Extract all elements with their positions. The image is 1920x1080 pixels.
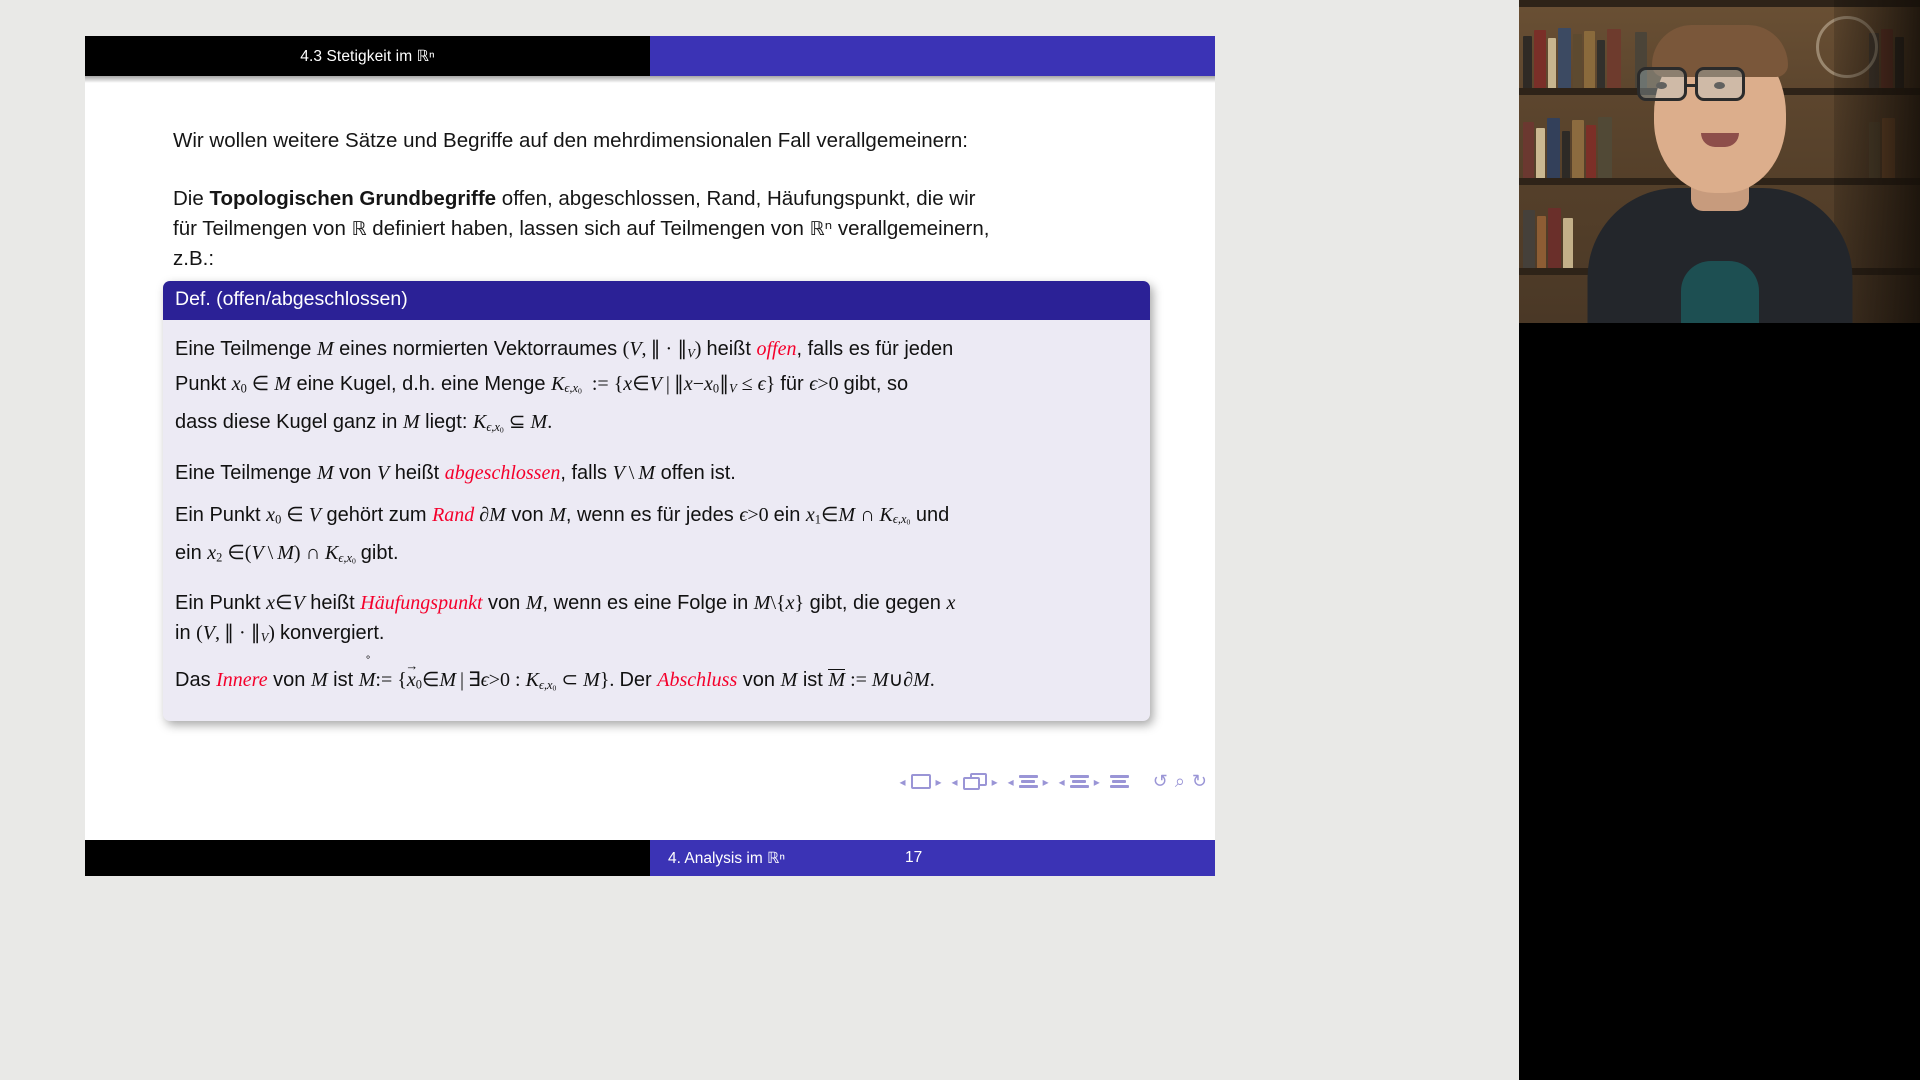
nav-subsection-group[interactable] (952, 773, 998, 790)
definition-paragraph-offen: Eine Teilmenge M eines normierten Vektorraumes (V, ∥ · $\parallel_V$) heißt offen, falls es für jeden Punkt $x_0$ ∈ M eine Kugel, d.h. eine Menge $K_{\epsilon,x_0}$ := {x∈V | $\parallel x-x_0\parallel_V \le \epsilon$} für ϵ>0 gibt, so dass diese Kugel ganz in M liegt: $K_{\epsilon,x_0}$ ⊆ M. (175, 338, 954, 435)
topo-rest-b-post: verallgemeinern, (832, 217, 990, 240)
book (1584, 31, 1595, 88)
definition-paragraph-haeufungspunkt: Ein Punkt x∈V heißt Häufungspunkt von M, wenn es eine Folge in M\{x} gibt, die gegen x in (V, ∥ · $\parallel_V$) konvergiert. (175, 592, 956, 646)
emphasis-innere: Innere (216, 669, 268, 692)
book (1523, 210, 1535, 268)
footer-black-panel (85, 840, 650, 876)
definition-paragraph-rand: Ein Punkt $x_0$ ∈ V gehört zum Rand ∂M von M, wenn es für jedes ϵ>0 ein $x_1\in M$ ∩ $K_{\epsilon,x_0}$ und ein $x_2$ ∈(V \ M) ∩ $K_{\epsilon,x_0}$ gibt. (175, 503, 950, 566)
prev-section-arrow-icon[interactable]: ◂ (1007, 774, 1014, 789)
document-root-icon[interactable] (1110, 775, 1129, 788)
webcam-video (1519, 0, 1920, 323)
topo-rest-a: offen, abgeschlossen, Rand, Häufungspunkt, die wir (496, 187, 976, 210)
book (1537, 216, 1546, 268)
header-black-panel (85, 36, 650, 76)
nav-document-group[interactable] (1059, 775, 1100, 789)
book (1597, 40, 1605, 88)
emphasis-abgeschlossen: abgeschlossen (444, 461, 561, 484)
book (1573, 34, 1582, 88)
definition-body (163, 320, 1150, 721)
emphasis-rand: Rand (432, 503, 475, 526)
nav-utility-icons[interactable] (1153, 771, 1207, 792)
document-bars-icon[interactable] (1070, 775, 1089, 788)
book (1623, 36, 1633, 88)
book (1536, 128, 1545, 178)
back-icon[interactable]: ↺ (1152, 771, 1168, 791)
beamer-navigation-bar[interactable] (899, 771, 1207, 792)
header-shadow (85, 76, 1215, 83)
next-document-arrow-icon[interactable]: ▸ (1093, 774, 1100, 789)
book (1534, 30, 1546, 88)
definition-block (163, 281, 1150, 721)
definition-title-bar: Def. (offen/abgeschlossen) (163, 281, 1150, 320)
nav-section-group[interactable] (1008, 775, 1049, 789)
topo-rest-c: z.B.: (173, 247, 215, 270)
emphasis-haeufungspunkt: Häufungspunkt (360, 592, 483, 615)
topo-lead: Die (173, 187, 210, 210)
real-numbers-symbol: ℝ (351, 218, 367, 240)
next-frame-arrow-icon[interactable]: ▸ (935, 774, 942, 789)
definition-paragraph-abgeschlossen: Eine Teilmenge M von V heißt abgeschlossen, falls V \ M offen ist. (175, 461, 736, 484)
nav-frame-group[interactable] (899, 774, 941, 789)
emphasis-abschluss: Abschluss (657, 669, 738, 692)
glasses-bridge (1687, 84, 1695, 87)
slide-header-title: 4.3 Stetigkeit im ℝⁿ (300, 47, 435, 65)
book (1547, 118, 1560, 178)
topo-rest-b-pre: für Teilmengen von (173, 217, 352, 240)
header-blue-panel (650, 36, 1215, 76)
intro-paragraph: Wir wollen weitere Sätze und Begriffe auf den mehrdimensionalen Fall verallgemeinern: (173, 129, 968, 152)
forward-icon[interactable]: ↻ (1191, 771, 1207, 791)
book (1562, 131, 1570, 178)
prev-document-arrow-icon[interactable]: ◂ (1058, 774, 1065, 789)
footer-section-label: 4. Analysis im ℝⁿ (668, 849, 785, 867)
webcam-empty-area (1519, 323, 1920, 1080)
book (1558, 28, 1571, 88)
footer-page-number: 17 (905, 849, 923, 866)
glasses-lens-right (1695, 67, 1745, 101)
book (1548, 38, 1556, 88)
prev-frame-arrow-icon[interactable]: ◂ (899, 774, 906, 789)
subsection-stack-icon[interactable] (963, 773, 987, 790)
book (1548, 208, 1561, 268)
slide-body (85, 83, 1215, 810)
real-n-space-symbol: ℝⁿ (809, 218, 833, 240)
topo-rest-b-mid: definiert haben, lassen sich auf Teilmengen von (366, 217, 810, 240)
webcam-panel (1519, 0, 1920, 1080)
book (1607, 29, 1621, 88)
topo-bold-term: Topologischen Grundbegriffe (209, 187, 497, 210)
emphasis-offen: offen (756, 338, 797, 360)
presentation-slide (85, 36, 1215, 876)
book (1563, 218, 1573, 268)
topological-concepts-paragraph (173, 156, 1157, 274)
book (1523, 122, 1534, 178)
section-bars-icon[interactable] (1019, 775, 1038, 788)
book (1586, 125, 1596, 178)
search-icon[interactable]: ⌕ (1174, 771, 1185, 791)
prev-subsection-arrow-icon[interactable]: ◂ (951, 774, 958, 789)
frame-square-icon[interactable] (911, 774, 931, 789)
next-subsection-arrow-icon[interactable]: ▸ (991, 774, 998, 789)
book (1572, 120, 1584, 178)
presenter-shirt (1681, 261, 1759, 323)
definition-paragraph-inneres: Das Innere von M ist ˚ M:= {→ $x_0\in M$ | ∃ϵ>0 : $K_{\epsilon,x_0}$ ⊂ M}. Der Abschluss von M ist M := M∪∂M. (175, 665, 1132, 703)
slide-footer (85, 840, 1215, 876)
slide-header (85, 36, 1215, 76)
footer-blue-panel (650, 840, 1215, 876)
next-section-arrow-icon[interactable]: ▸ (1042, 774, 1049, 789)
glasses-lens-left (1637, 67, 1687, 101)
book (1523, 36, 1532, 88)
book (1598, 117, 1612, 178)
